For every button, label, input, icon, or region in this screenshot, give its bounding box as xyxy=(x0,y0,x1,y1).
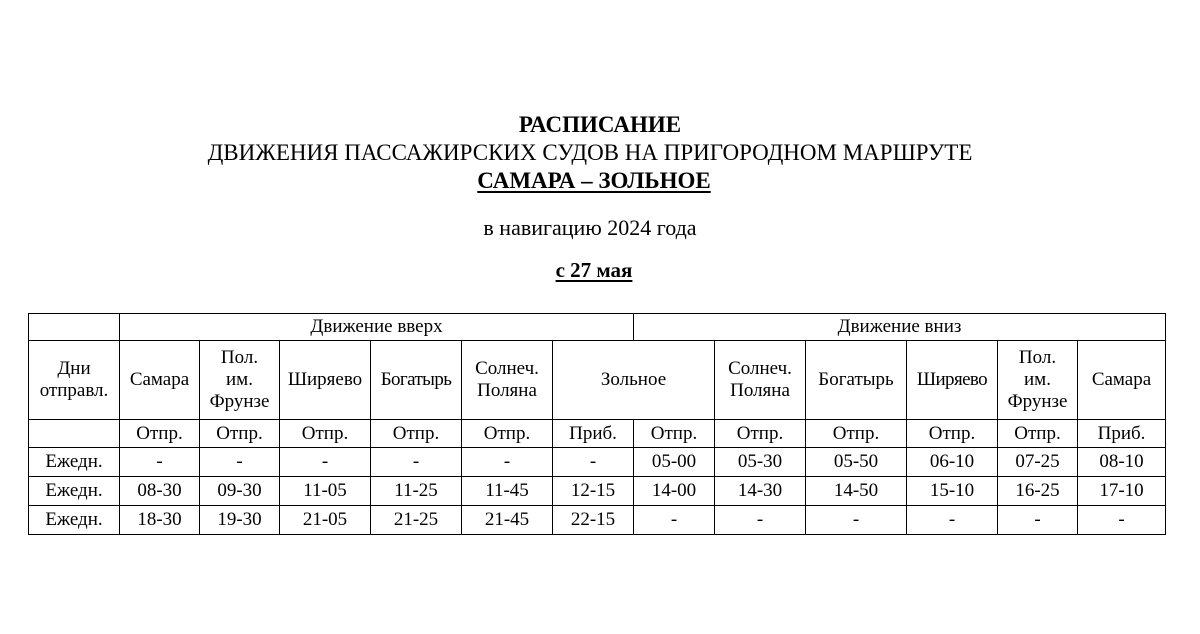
event-type-cell: Отпр. xyxy=(998,420,1078,448)
day-cell: Ежедн. xyxy=(29,506,120,535)
time-cell: 15-10 xyxy=(907,477,998,506)
schedule-table xyxy=(28,313,1166,535)
time-cell: - xyxy=(634,506,715,535)
time-cell: - xyxy=(998,506,1078,535)
schedule-subtitle: ДВИЖЕНИЯ ПАССАЖИРСКИХ СУДОВ НА ПРИГОРОДНОМ МАРШРУТЕ xyxy=(207,140,973,165)
time-cell: 06-10 xyxy=(907,448,998,477)
station-name-line: Солнеч. xyxy=(728,358,792,379)
time-cell: - xyxy=(280,448,371,477)
station-header-turn: Зольное xyxy=(553,341,715,420)
time-cell: 05-50 xyxy=(806,448,907,477)
station-name-line: Самара xyxy=(1091,369,1152,390)
station-header-down-5 xyxy=(1078,341,1166,420)
station-name-line: Ширяево xyxy=(916,369,988,390)
time-cell: - xyxy=(907,506,998,535)
days-header-line: Дни xyxy=(57,358,91,379)
time-cell: 11-45 xyxy=(462,477,553,506)
effective-date xyxy=(0,256,1194,284)
event-type-cell: Отпр. xyxy=(907,420,998,448)
day-cell: Ежедн. xyxy=(29,477,120,506)
time-cell: - xyxy=(371,448,462,477)
station-name-line: Поляна xyxy=(477,380,537,401)
station-header-up-2 xyxy=(200,341,280,420)
station-name-line: Фрунзе xyxy=(1007,391,1068,412)
time-cell: 05-30 xyxy=(715,448,806,477)
station-header-up-4 xyxy=(371,341,462,420)
days-header-line: отправл. xyxy=(39,380,109,401)
time-cell: - xyxy=(553,448,634,477)
time-cell: 05-00 xyxy=(634,448,715,477)
time-cell: 16-25 xyxy=(998,477,1078,506)
station-header-down-1 xyxy=(715,341,806,420)
station-name-line: Пол. xyxy=(1018,347,1057,368)
time-cell: 18-30 xyxy=(120,506,200,535)
event-type-cell: Приб. xyxy=(1078,420,1166,448)
station-name-line: Пол. xyxy=(220,347,259,368)
station-header-up-1 xyxy=(120,341,200,420)
time-cell: 21-25 xyxy=(371,506,462,535)
route-title xyxy=(0,167,1194,195)
event-type-cell: Отпр. xyxy=(280,420,371,448)
direction-up-header: Движение вверх xyxy=(120,314,634,341)
station-header-down-3 xyxy=(907,341,998,420)
time-cell: 19-30 xyxy=(200,506,280,535)
time-cell: 14-00 xyxy=(634,477,715,506)
navigation-season: в навигацию 2024 года xyxy=(483,215,697,240)
station-name-line: Самара xyxy=(129,369,190,390)
station-name-line: Богатырь xyxy=(818,369,894,390)
schedule-title: РАСПИСАНИЕ xyxy=(518,112,682,137)
route-name: САМАРА – ЗОЛЬНОЕ xyxy=(477,168,711,193)
station-name-line: Солнеч. xyxy=(475,358,539,379)
empty-corner-cell xyxy=(29,314,120,341)
station-name-line: Богатырь xyxy=(380,369,452,390)
direction-header-row xyxy=(29,314,1166,341)
event-type-cell: Отпр. xyxy=(371,420,462,448)
station-name-line: Ширяево xyxy=(287,369,363,390)
event-type-cell: Отпр. xyxy=(806,420,907,448)
event-type-row xyxy=(29,420,1166,448)
time-cell: - xyxy=(200,448,280,477)
time-cell: - xyxy=(462,448,553,477)
event-type-cell: Приб. xyxy=(553,420,634,448)
station-name-line: им. xyxy=(1024,369,1051,390)
time-cell: - xyxy=(1078,506,1166,535)
event-type-cell: Отпр. xyxy=(200,420,280,448)
station-header-down-4 xyxy=(998,341,1078,420)
time-cell: 14-50 xyxy=(806,477,907,506)
day-cell: Ежедн. xyxy=(29,448,120,477)
time-cell: - xyxy=(120,448,200,477)
table-row xyxy=(29,506,1166,535)
time-cell: 08-30 xyxy=(120,477,200,506)
time-cell: 11-25 xyxy=(371,477,462,506)
time-cell: 14-30 xyxy=(715,477,806,506)
station-name-line: Поляна xyxy=(730,380,790,401)
time-cell: 08-10 xyxy=(1078,448,1166,477)
effective-date-text: с 27 мая xyxy=(555,258,633,282)
event-type-cell: Отпр. xyxy=(462,420,553,448)
station-header-up-5 xyxy=(462,341,553,420)
event-type-cell: Отпр. xyxy=(120,420,200,448)
empty-type-cell xyxy=(29,420,120,448)
time-cell: 21-05 xyxy=(280,506,371,535)
station-header-up-3 xyxy=(280,341,371,420)
direction-down-header: Движение вниз xyxy=(634,314,1166,341)
time-cell: 12-15 xyxy=(553,477,634,506)
station-name-line: им. xyxy=(226,369,253,390)
table-row xyxy=(29,477,1166,506)
time-cell: 09-30 xyxy=(200,477,280,506)
table-row xyxy=(29,448,1166,477)
time-cell: 21-45 xyxy=(462,506,553,535)
station-name-line: Фрунзе xyxy=(209,391,270,412)
days-header xyxy=(29,341,120,420)
event-type-cell: Отпр. xyxy=(715,420,806,448)
time-cell: 17-10 xyxy=(1078,477,1166,506)
time-cell: 07-25 xyxy=(998,448,1078,477)
time-cell: - xyxy=(806,506,907,535)
time-cell: - xyxy=(715,506,806,535)
station-header-down-2 xyxy=(806,341,907,420)
time-cell: 11-05 xyxy=(280,477,371,506)
time-cell: 22-15 xyxy=(553,506,634,535)
station-header-row xyxy=(29,341,1166,420)
event-type-cell: Отпр. xyxy=(634,420,715,448)
